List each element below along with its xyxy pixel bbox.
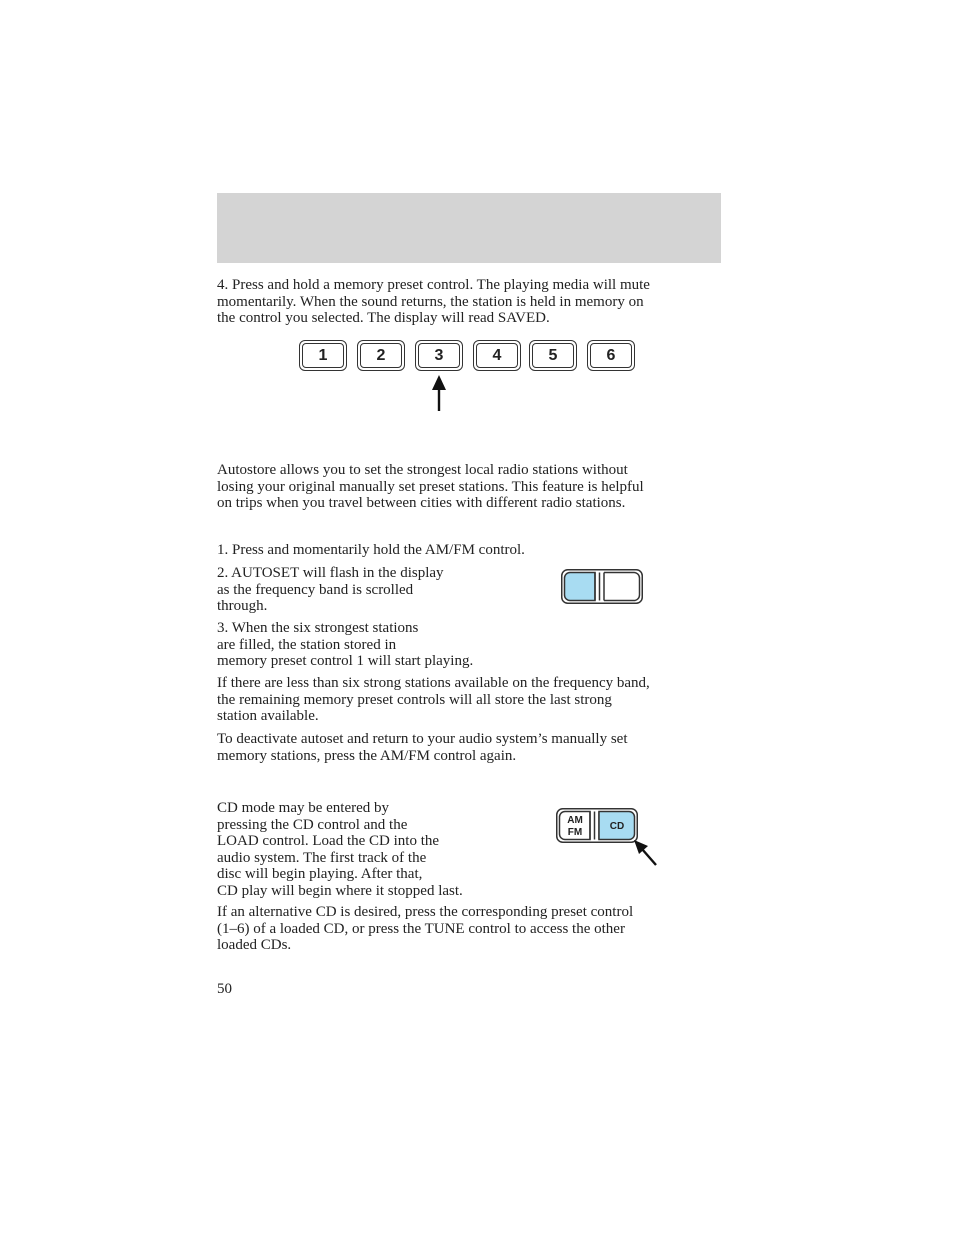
text-line: 2. AUTOSET will flash in the display: [217, 565, 444, 581]
paragraph-autostore-step3: [217, 620, 473, 670]
am-label: AM: [567, 815, 583, 826]
text-line: on trips when you travel between cities with different radio stations.: [217, 495, 626, 511]
preset-button-row: [299, 340, 639, 374]
paragraph-alternative-cd: [217, 904, 633, 954]
page-number: 50: [217, 981, 232, 997]
preset-button-label: 2: [360, 343, 402, 368]
text-line: CD play will begin where it stopped last.: [217, 882, 463, 899]
preset-button-6[interactable]: [587, 340, 635, 371]
up-arrow-icon: [429, 374, 449, 414]
preset-button-label: 4: [476, 343, 518, 368]
text-line: CD mode may be entered by: [217, 800, 390, 816]
pointer-arrow-shaft: [642, 849, 656, 865]
preset-button-label: 6: [590, 343, 632, 368]
text-line: To deactivate autoset and return to your audio system’s manually set: [217, 731, 628, 747]
fm-label: FM: [567, 827, 583, 838]
text-line: the remaining memory preset controls will all store the last strong: [217, 691, 612, 708]
preset-button-2[interactable]: [357, 340, 405, 371]
text-line: station available.: [217, 708, 319, 724]
text-line: audio system. The first track of the: [217, 849, 427, 866]
preset-button-1[interactable]: [299, 340, 347, 371]
paragraph-step4: [217, 277, 650, 327]
paragraph-autostore-intro: [217, 462, 644, 512]
text-line: losing your original manually set preset stations. This feature is helpful: [217, 478, 644, 495]
preset-button-label: 5: [532, 343, 574, 368]
text-line: LOAD control. Load the CD into the: [217, 833, 440, 849]
paragraph-autostore-step2: [217, 565, 444, 615]
cd-label: CD: [609, 821, 625, 832]
preset-button-4[interactable]: [473, 340, 521, 371]
text-line: disc will begin playing. After that,: [217, 866, 423, 882]
text-line: are filled, the station stored in: [217, 636, 397, 653]
paragraph-autostore-step1: [217, 542, 525, 559]
paragraph-cd-mode: [217, 800, 463, 899]
preset-button-label: 1: [302, 343, 344, 368]
text-line: the control you selected. The display will read SAVED.: [217, 310, 550, 326]
paragraph-fewer-stations: [217, 675, 650, 725]
text-line: 4. Press and hold a memory preset control. The playing media will mute: [217, 277, 650, 293]
text-line: 3. When the six strongest stations: [217, 620, 419, 636]
text-line: If an alternative CD is desired, press the corresponding preset control: [217, 904, 634, 920]
text-line: memory stations, press the AM/FM control again.: [217, 747, 517, 764]
am-fm-control-icon[interactable]: [561, 569, 643, 604]
preset-button-label: 3: [418, 343, 460, 368]
text-line: 1. Press and momentarily hold the AM/FM control.: [217, 542, 525, 558]
text-line: through.: [217, 598, 268, 614]
text-line: as the frequency band is scrolled: [217, 581, 414, 598]
text-line: momentarily. When the sound returns, the station is held in memory on: [217, 293, 644, 310]
text-line: memory preset control 1 will start playing.: [217, 653, 474, 669]
cd-control-icon[interactable]: [556, 808, 660, 868]
preset-button-3[interactable]: [415, 340, 463, 371]
text-line: (1–6) of a loaded CD, or press the TUNE control to access the other: [217, 920, 625, 937]
section-header-band: [217, 193, 721, 263]
preset-button-5[interactable]: [529, 340, 577, 371]
text-line: If there are less than six strong stations available on the frequency band,: [217, 675, 650, 691]
paragraph-deactivate-autoset: [217, 731, 628, 764]
text-line: Autostore allows you to set the strongest local radio stations without: [217, 462, 628, 478]
text-line: loaded CDs.: [217, 937, 292, 953]
text-line: pressing the CD control and the: [217, 816, 408, 833]
